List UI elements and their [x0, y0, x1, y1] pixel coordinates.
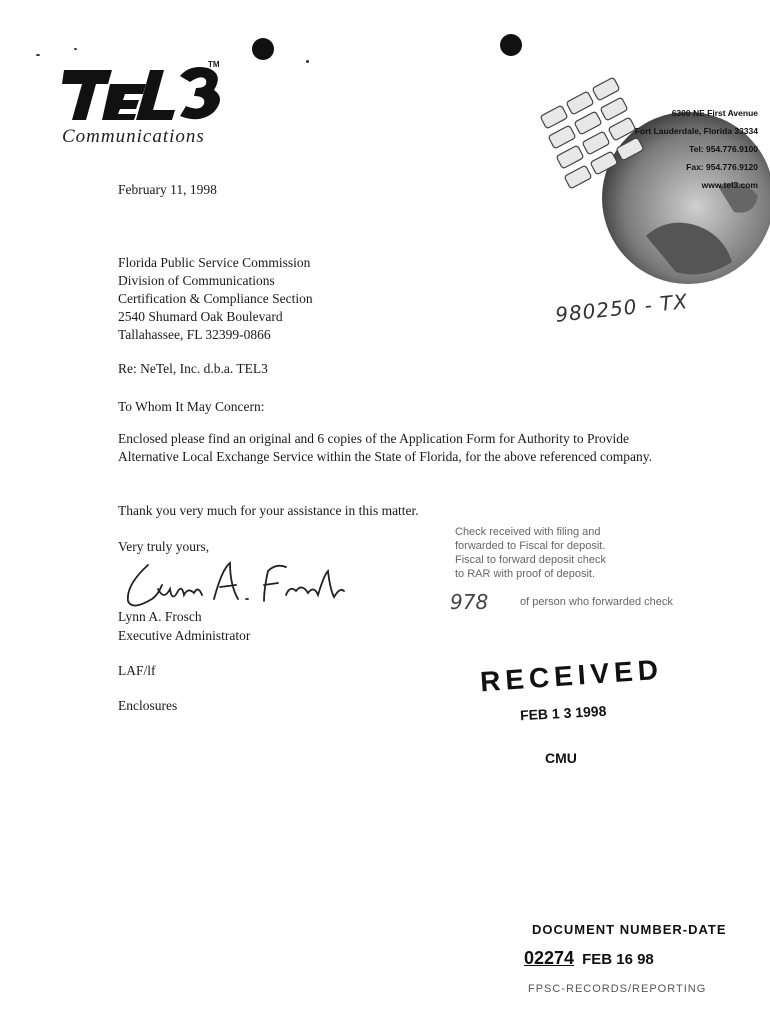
- closing: Very truly yours,: [118, 539, 210, 554]
- stamp-line: Fiscal to forward deposit check: [455, 554, 607, 566]
- letterhead-tel: Tel: 954.776.9100: [689, 144, 758, 154]
- scan-speck: [74, 48, 77, 50]
- records-office: FPSC-RECORDS/REPORTING: [528, 983, 707, 995]
- punch-hole-right: [500, 34, 522, 56]
- typist-initials: LAF/lf: [118, 663, 156, 678]
- thanks-line: Thank you very much for your assistance in this matter.: [118, 503, 419, 518]
- letterhead-street: 6300 NE First Avenue: [671, 108, 758, 118]
- document-number-value: 02274: [524, 948, 575, 968]
- received-date: FEB 1 3 1998: [519, 702, 607, 724]
- signer-name: Lynn A. Frosch: [118, 609, 202, 624]
- logo-subtitle: Communications: [62, 126, 205, 147]
- enclosures-note: Enclosures: [118, 698, 178, 713]
- recipient-line: Tallahassee, FL 32399-0866: [118, 327, 271, 342]
- logo-trademark: TM: [208, 60, 220, 69]
- scan-speck: [36, 54, 40, 56]
- recipient-line: 2540 Shumard Oak Boulevard: [118, 309, 283, 324]
- letterhead-city: Fort Lauderdale, Florida 33334: [634, 126, 758, 136]
- recipient-line: Florida Public Service Commission: [118, 255, 311, 270]
- stamp-initials-caption: of person who forwarded check: [520, 596, 673, 608]
- letter-date: February 11, 1998: [118, 182, 217, 197]
- document-number: [524, 948, 654, 969]
- re-line: Re: NeTel, Inc. d.b.a. TEL3: [118, 361, 268, 376]
- body-paragraph: Enclosed please find an original and 6 copies of the Application Form for Authority to Provide Alternative Local Exchange Service within the State of Florida, for the above referenced company.: [118, 431, 653, 464]
- document-number-date: FEB 16 98: [582, 951, 654, 968]
- letterhead-web: www.tel3.com: [701, 180, 758, 190]
- recipient-address: [118, 254, 313, 344]
- scan-speck: [306, 60, 309, 63]
- received-stamp: RECEIVED: [479, 653, 664, 698]
- document-number-label: DOCUMENT NUMBER-DATE: [532, 922, 727, 937]
- tel3-logo: [62, 62, 232, 122]
- recipient-line: Division of Communications: [118, 273, 275, 288]
- globe-keypad-graphic: [528, 66, 770, 286]
- recipient-line: Certification & Compliance Section: [118, 291, 313, 306]
- stamp-line: forwarded to Fiscal for deposit.: [455, 540, 606, 552]
- signer-title: Executive Administrator: [118, 628, 251, 643]
- stamp-line: Check received with filing and: [455, 526, 601, 538]
- letterhead-fax: Fax: 954.776.9120: [686, 162, 758, 172]
- stamp-handwritten-initials: 978: [450, 590, 489, 614]
- stamp-line: to RAR with proof of deposit.: [455, 568, 596, 580]
- punch-hole-left: [252, 38, 274, 60]
- greeting: To Whom It May Concern:: [118, 399, 265, 414]
- check-received-stamp: [455, 525, 675, 581]
- handwritten-docket-number: 980250 - TX: [554, 289, 690, 327]
- handwritten-signature: [118, 555, 358, 615]
- received-office: CMU: [545, 750, 577, 766]
